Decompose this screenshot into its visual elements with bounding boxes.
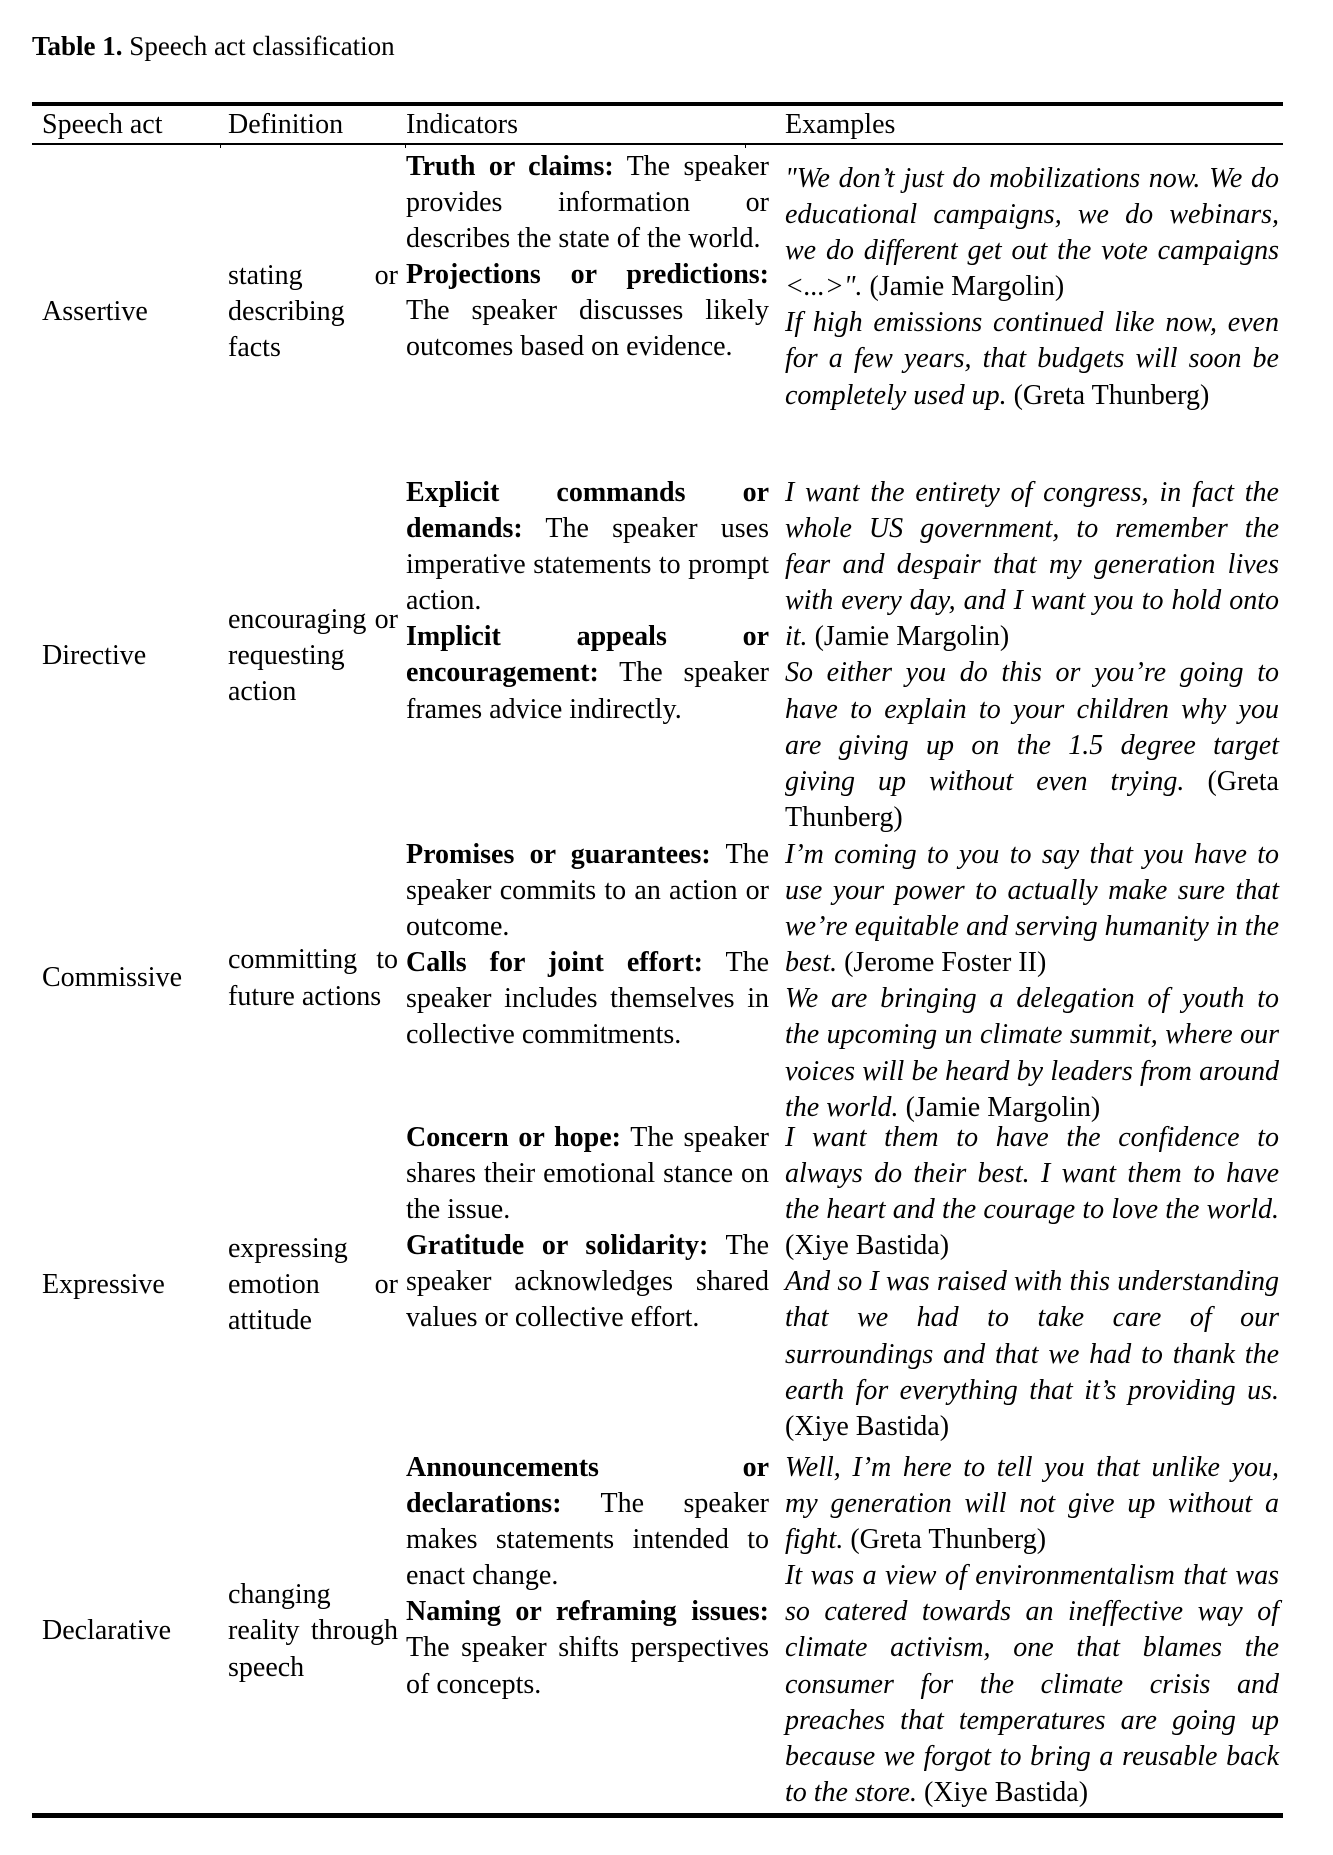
speech-act-name: Commissive [42, 962, 183, 994]
column-tick [220, 145, 221, 148]
definition-cell [220, 1450, 406, 1813]
examples-cell [777, 149, 1283, 475]
example-item [785, 475, 1279, 655]
table-body [32, 145, 1283, 1813]
example-quote: Well, I’m here to tell you that unlike you, my generation will not give up without a fight. [785, 1452, 1279, 1556]
speech-act-cell [32, 837, 220, 1120]
indicator-label: Projections or predictions: [406, 259, 769, 291]
header-speech-act: Speech act [42, 109, 163, 140]
example-source: (Greta Thunberg) [785, 765, 1279, 833]
column-tick [745, 145, 746, 148]
example-quote: "We don’t just do mobilizations now. We do educational campaigns, we do webinars, we do different get out the vote campaigns <...>". [785, 163, 1279, 303]
indicator-label: Announcements or declarations: [406, 1452, 769, 1520]
indicator-label: Concern or hope: [406, 1122, 621, 1153]
definition-text: stating or describing facts [228, 259, 398, 364]
example-source: (Jamie Margolin) [905, 1091, 1101, 1123]
indicator-item [406, 1228, 769, 1336]
table-row-assertive [32, 149, 1283, 475]
example-quote: I’m coming to you to say that you have to use your power to actually make sure that we’re equitable and serving humanity in the best. [785, 839, 1279, 979]
indicator-description: The speaker makes statements intended to enact change. [406, 1488, 769, 1592]
indicator-item [406, 475, 769, 619]
example-item [785, 1264, 1279, 1444]
example-source: (Xiye Bastida) [785, 1230, 950, 1262]
definition-text: changing reality through speech [228, 1579, 398, 1683]
indicators-cell [406, 837, 777, 1120]
indicator-label: Promises or guarantees: [406, 839, 711, 870]
indicator-label: Naming or reframing issues: [406, 1596, 769, 1628]
table-row-directive [32, 475, 1283, 837]
examples-cell [777, 1120, 1283, 1450]
speech-act-name: Assertive [42, 295, 148, 327]
speech-act-table [32, 102, 1283, 1818]
header-definition: Definition [228, 109, 344, 140]
speech-act-name: Directive [42, 639, 147, 671]
indicator-item [406, 1594, 769, 1702]
definition-cell [220, 475, 406, 837]
example-item [785, 981, 1279, 1125]
example-item [785, 1558, 1279, 1811]
table-header-row [32, 106, 1283, 143]
example-quote: And so I was raised with this understanding that we had to take care of our surroundings and that we had to thank the earth for everything that it’s providing us. [785, 1266, 1279, 1406]
indicator-description: The speaker shifts perspectives of concepts. [406, 1632, 769, 1700]
indicator-item [406, 1450, 769, 1594]
column-tick [405, 145, 406, 148]
example-source: (Xiye Bastida) [923, 1776, 1089, 1808]
example-item [785, 305, 1279, 413]
example-quote: I want them to have the confidence to always do their best. I want them to have the heart and the courage to love the world. [785, 1122, 1279, 1226]
indicator-item [406, 945, 769, 1053]
table-caption-title: Speech act classification [129, 31, 395, 61]
table-bottom-rule [32, 1813, 1283, 1818]
example-item [785, 1120, 1279, 1264]
example-quote: It was a view of environmentalism that was so catered towards an ineffective way of climate activism, one that blames the consumer for the climate crisis and preaches that temperatures are going up because we forgot to bring a reusable back to the store. [785, 1560, 1279, 1808]
example-quote: We are bringing a delegation of youth to the upcoming un climate summit, where our voices will be heard by leaders from around the world. [785, 983, 1279, 1123]
table-caption-label: Table 1. [32, 31, 123, 61]
indicator-description: The speaker uses imperative statements to prompt action. [406, 513, 769, 617]
definition-cell [220, 1120, 406, 1450]
example-item [785, 837, 1279, 981]
definition-text: expressing emotion or attitude [228, 1232, 398, 1337]
speech-act-name: Declarative [42, 1615, 172, 1647]
header-indicators: Indicators [406, 109, 518, 140]
indicator-description: The speaker discusses likely outcomes based on evidence. [406, 295, 769, 363]
examples-cell [777, 475, 1283, 837]
example-quote: If high emissions continued like now, even for a few years, that budgets will soon be completely used up. [785, 307, 1279, 411]
example-source: (Greta Thunberg) [850, 1524, 1047, 1556]
indicator-description: The speaker acknowledges shared values or collective effort. [406, 1230, 770, 1334]
examples-cell [777, 1450, 1283, 1813]
definition-text: encouraging or requesting action [228, 603, 398, 708]
indicator-description: The speaker includes themselves in collective commitments. [406, 947, 769, 1051]
speech-act-name: Expressive [42, 1268, 165, 1300]
indicator-label: Implicit appeals or encouragement: [406, 621, 769, 689]
indicator-label: Calls for joint effort: [406, 947, 703, 979]
definition-cell [220, 149, 406, 475]
indicators-cell [406, 1120, 777, 1450]
example-item [785, 1450, 1279, 1558]
indicator-item [406, 837, 769, 945]
example-source: (Greta Thunberg) [1013, 379, 1210, 411]
header-examples: Examples [785, 109, 896, 140]
indicator-description: The speaker commits to an action or outcome. [406, 839, 769, 943]
example-item [785, 655, 1279, 835]
indicator-label: Explicit commands or demands: [406, 477, 769, 545]
speech-act-cell [32, 475, 220, 837]
example-quote: I want the entirety of congress, in fact the whole US government, to remember the fear and despair that my generation lives with every day, and I want you to hold onto it. [785, 477, 1279, 653]
example-source: (Xiye Bastida) [785, 1410, 950, 1442]
indicators-cell [406, 1450, 777, 1813]
example-quote: So either you do this or you’re going to have to explain to your children why you are giving up on the 1.5 degree target giving up without even trying. [785, 657, 1279, 797]
indicators-cell [406, 149, 777, 475]
speech-act-cell [32, 149, 220, 475]
example-source: (Jerome Foster II) [844, 947, 1047, 979]
table-header-rule [32, 143, 1283, 145]
indicators-cell [406, 475, 777, 837]
definition-text: committing to future actions [228, 944, 398, 1012]
indicator-label: Truth or claims: [406, 151, 614, 182]
example-source: (Jamie Margolin) [869, 271, 1065, 303]
definition-cell [220, 837, 406, 1120]
speech-act-cell [32, 1450, 220, 1813]
indicator-item [406, 257, 769, 365]
examples-cell [777, 837, 1283, 1123]
speech-act-cell [32, 1120, 220, 1450]
example-item [785, 161, 1279, 305]
indicator-label: Gratitude or solidarity: [406, 1230, 709, 1262]
indicator-item [406, 149, 769, 257]
indicator-item [406, 1120, 769, 1228]
indicator-description: The speaker provides information or describes the state of the world. [406, 151, 769, 255]
table-caption [32, 28, 395, 64]
indicator-description: The speaker frames advice indirectly. [406, 657, 769, 725]
table-row-declarative [32, 1450, 1283, 1813]
indicator-description: The speaker shares their emotional stance on the issue. [406, 1122, 769, 1226]
indicator-item [406, 619, 769, 727]
table-row-commissive [32, 837, 1283, 1123]
table-row-expressive [32, 1120, 1283, 1450]
example-source: (Jamie Margolin) [814, 621, 1010, 653]
